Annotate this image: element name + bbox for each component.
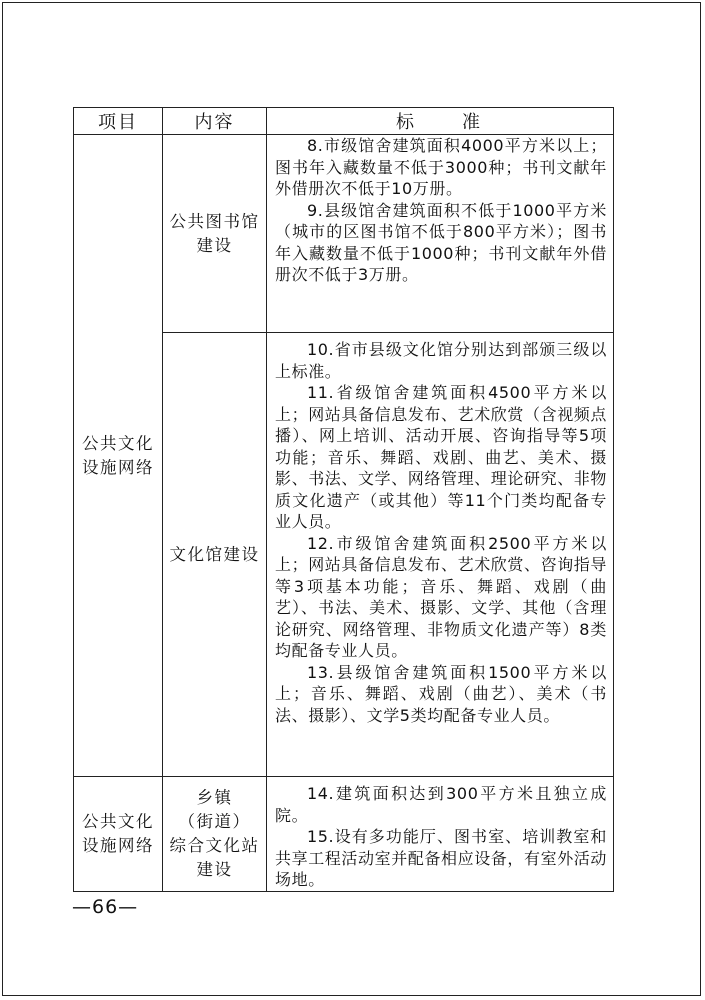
standard-paragraph: 15.设有多功能厅、图书室、培训教室和共享工程活动室并配备相应设备，有室外活动场地。 (275, 827, 608, 889)
item-line: 设施网络 (82, 457, 154, 477)
standard-paragraph: 8.市级馆舍建筑面积4000平方米以上；图书年入藏数量不低于3000种；书刊文献年外借册次不低于10万册。 (275, 136, 607, 198)
content-cell (163, 135, 267, 333)
content-cell (163, 333, 267, 777)
content-cell (163, 777, 267, 892)
header-content: 内容 (163, 108, 267, 135)
item-cell (74, 135, 163, 777)
standard-cell (267, 777, 614, 892)
page-number: —66— (72, 896, 139, 918)
item-line: 公共文化 (82, 433, 154, 453)
table-row (74, 777, 614, 892)
item-cell (74, 777, 163, 892)
standard-cell (267, 135, 614, 333)
item-line: 设施网络 (82, 835, 154, 855)
standard-paragraph: 9.县级馆舍建筑面积不低于1000平方米（城市的区图书馆不低于800平方米）；图书年入藏数量不低于1000种；书刊文献年外借册次不低于3万册。 (275, 200, 607, 284)
content-line: （街道） (178, 811, 251, 831)
standard-paragraph: 13.县级馆舍建筑面积1500平方米以上；音乐、舞蹈、戏剧（曲艺）、美术（书法、摄影）、文学5类均配备专业人员。 (275, 662, 607, 725)
standard-paragraph: 10.省市县级文化馆分别达到部颁三级以上标准。 (275, 340, 607, 381)
content-line: 文化馆建设 (169, 544, 260, 564)
header-item: 项目 (74, 108, 163, 135)
content-line: 建设 (196, 235, 233, 255)
standard-paragraph: 12.市级馆舍建筑面积2500平方米以上；网站具备信息发布、艺术欣赏、咨询指导等3项基本功能；音乐、舞蹈、戏剧（曲艺）、书法、美术、摄影、文学、其他（含理论研究、网络管理、非物质文化遗产等）8类均配备专业人员。 (275, 533, 608, 660)
standard-cell (267, 333, 614, 777)
content-line: 公共图书馆 (169, 211, 260, 231)
table-header-row (74, 108, 614, 135)
table-row (74, 135, 614, 333)
item-line: 公共文化 (82, 811, 154, 831)
header-standard: 标 准 (267, 108, 614, 135)
content-line: 乡镇 (196, 787, 233, 807)
standard-paragraph: 11.省级馆舍建筑面积4500平方米以上；网站具备信息发布、艺术欣赏（含视频点播）、网上培训、活动开展、咨询指导等5项功能；音乐、舞蹈、戏剧、曲艺、美术、摄影、书法、文学、网络管理、理论研究、非物质文化遗产（或其他）等11个门类均配备专业人员。 (275, 383, 608, 531)
standard-paragraph: 14.建筑面积达到300平方米且独立成院。 (275, 784, 607, 825)
content-line: 建设 (196, 859, 233, 879)
content-line: 综合文化站 (169, 835, 260, 855)
standards-table (73, 107, 614, 892)
